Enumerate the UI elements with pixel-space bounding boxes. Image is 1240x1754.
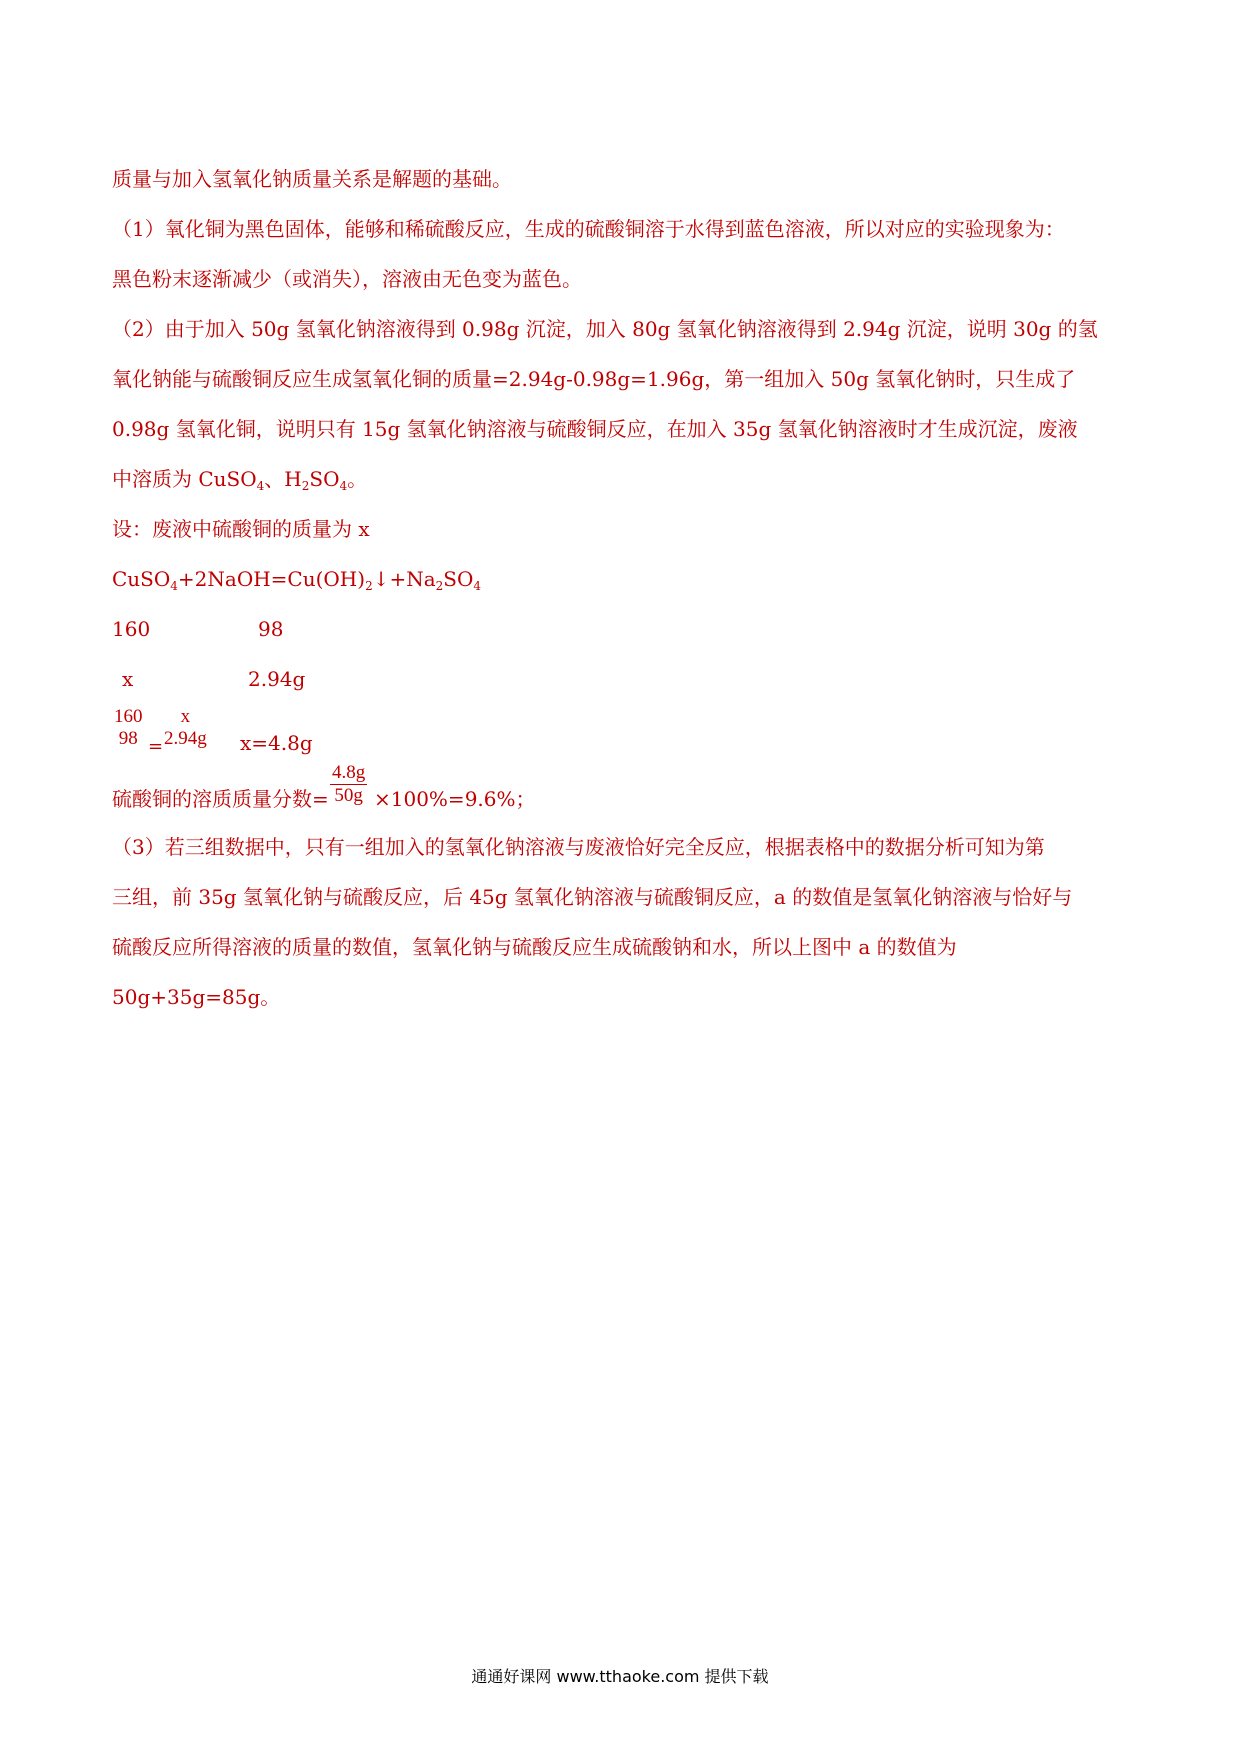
- fraction-denominator: 2.94g: [164, 728, 207, 749]
- equals-sign: =: [148, 736, 164, 757]
- part3-line2: 三组，前 35g 氢氧化钠与硫酸反应，后 45g 氢氧化钠溶液与硫酸铜反应，a 的数值是氢氧化钠溶液与恰好与: [112, 885, 1073, 909]
- part3-line3: 硫酸反应所得溶液的质量的数值，氢氧化钠与硫酸反应生成硫酸钠和水，所以上图中 a 的数值为: [112, 935, 957, 959]
- fraction-numerator: x: [180, 706, 191, 727]
- subscript: 4: [170, 579, 178, 593]
- mass-fraction-row: [112, 762, 1132, 822]
- solute-text: SO: [309, 467, 340, 491]
- subscript: 2: [301, 479, 310, 493]
- part2-line2: 氧化钠能与硫酸铜反应生成氢氧化铜的质量=2.94g-0.98g=1.96g，第一组加入 50g 氢氧化钠时，只生成了: [112, 367, 1076, 391]
- page-footer: 通通好课网 www.tthaoke.com 提供下载: [471, 1667, 769, 1686]
- solution-body: [112, 154, 1132, 1022]
- part2-line1: （2）由于加入 50g 氢氧化钠溶液得到 0.98g 沉淀，加入 80g 氢氧化钠溶液得到 2.94g 沉淀，说明 30g 的氢: [112, 317, 1098, 341]
- solute-text: 。: [347, 467, 368, 491]
- solute-text: 、H: [264, 467, 302, 491]
- fraction-x-294: [162, 706, 209, 750]
- mass-row: [112, 654, 1132, 704]
- molar-mass-cuso4: 160: [112, 617, 151, 641]
- paragraph-intro: 质量与加入氢氧化钠质量关系是解题的基础。: [112, 167, 512, 191]
- mass-fraction-label: 硫酸铜的溶质质量分数=: [112, 787, 329, 811]
- subscript: 2: [365, 579, 373, 593]
- part2-line3: 0.98g 氢氧化铜，说明只有 15g 氢氧化钠溶液与硫酸铜反应，在加入 35g 氢氧化钠溶液时才生成沉淀，废液: [112, 417, 1078, 441]
- assumption-line: 设：废液中硫酸铜的质量为 x: [112, 517, 370, 541]
- subscript: 2: [435, 579, 444, 593]
- part3-line1: （3）若三组数据中，只有一组加入的氢氧化钠溶液与废液恰好完全反应，根据表格中的数据分析可知为第: [112, 835, 1045, 859]
- fraction-numerator: 160: [114, 706, 143, 727]
- equation-text: CuSO: [112, 567, 171, 591]
- fraction-denominator: 50g: [330, 784, 367, 807]
- equation-text: ↓+Na: [372, 567, 436, 591]
- precipitate-mass: 2.94g: [248, 667, 306, 691]
- subscript: 4: [473, 579, 482, 593]
- unknown-mass: x: [122, 667, 134, 691]
- part1-line1: （1）氧化铜为黑色固体，能够和稀硫酸反应，生成的硫酸铜溶于水得到蓝色溶液，所以对应的实验现象为：: [112, 217, 1065, 241]
- equation-text: SO: [443, 567, 474, 591]
- fraction-denominator: 98: [118, 728, 138, 749]
- solute-text: 中溶质为 CuSO: [112, 467, 257, 491]
- proportion-row: [112, 704, 1132, 766]
- chemical-equation: [112, 554, 1132, 604]
- subscript: 4: [339, 479, 348, 493]
- part1-line2: 黑色粉末逐渐减少（或消失），溶液由无色变为蓝色。: [112, 267, 582, 291]
- part3-line4: 50g+35g=85g。: [112, 985, 281, 1009]
- mass-fraction-result: ×100%=9.6%；: [374, 787, 536, 811]
- subscript: 4: [256, 479, 265, 493]
- fraction-numerator: 4.8g: [332, 762, 366, 783]
- equation-text: +2NaOH=Cu(OH): [177, 567, 366, 591]
- x-result: x=4.8g: [240, 731, 313, 755]
- fraction-160-98: [112, 706, 145, 750]
- fraction-48-50: [330, 762, 367, 807]
- part2-line4: [112, 454, 1132, 504]
- molar-mass-row: [112, 604, 1132, 654]
- molar-mass-cuoh2: 98: [258, 617, 284, 641]
